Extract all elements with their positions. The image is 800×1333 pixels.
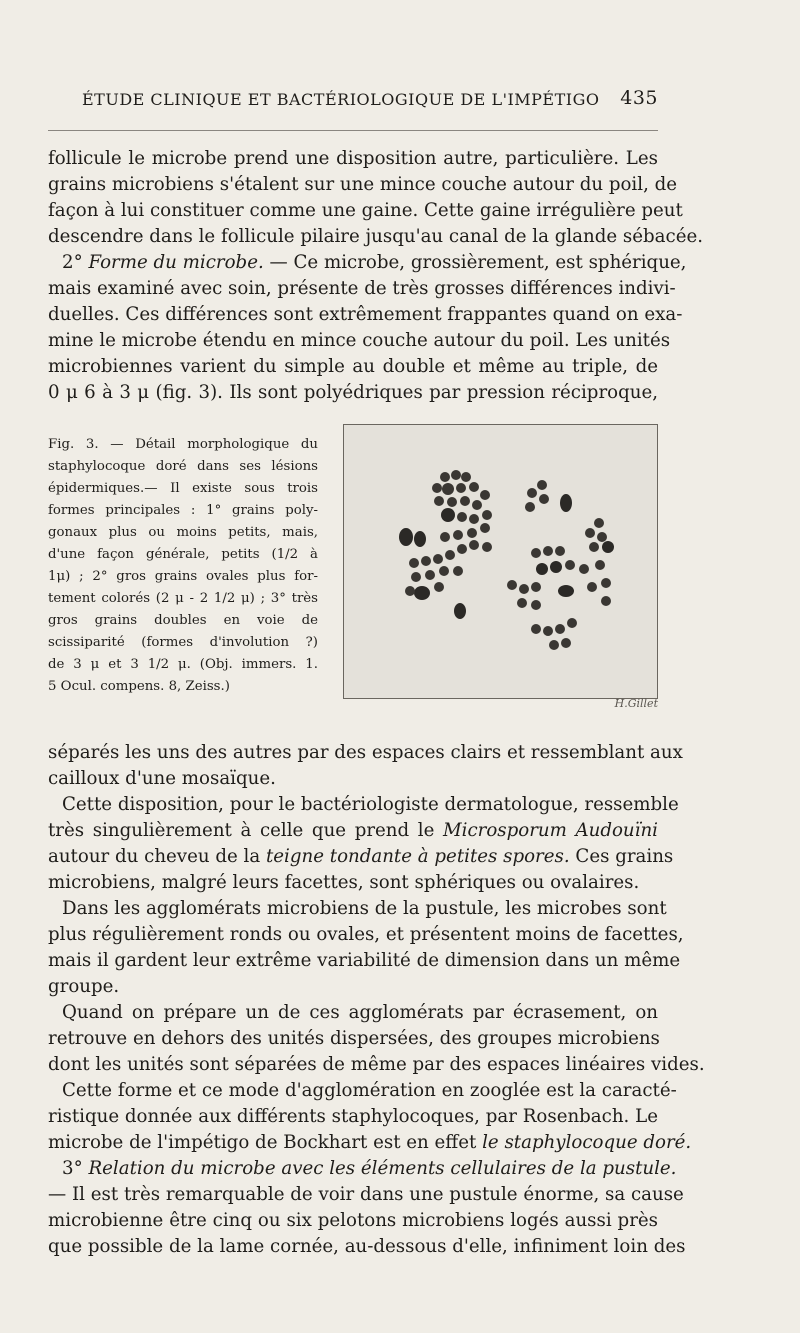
- section-heading-line: [48, 1156, 677, 1181]
- cell: [460, 496, 470, 506]
- cell: [602, 541, 614, 553]
- cell: [469, 540, 479, 550]
- text-line: duelles. Ces différences sont extrêmement frappantes quand on exa-: [48, 304, 683, 325]
- text-line: façon à lui constituer comme une gaine. Cette gaine irrégulière peut: [48, 200, 683, 221]
- text-span: microbe de l'impétigo de Bockhart est en effet: [48, 1132, 483, 1153]
- section-number: 3°: [62, 1158, 83, 1179]
- text-line: retrouve en dehors des unités dispersées, des groupes microbiens: [48, 1028, 660, 1049]
- cell: [482, 542, 492, 552]
- cell: [531, 582, 541, 592]
- cell: [537, 480, 547, 490]
- text-line: [48, 844, 674, 869]
- cell: [414, 586, 430, 600]
- text-line: — Il est très remarquable de voir dans une pustule énorme, sa cause: [48, 1184, 684, 1205]
- cell: [461, 472, 471, 482]
- figure-label: Fig. 3.: [48, 437, 99, 452]
- text-line: mais examiné avec soin, présente de très grosses différences indivi-: [48, 278, 676, 299]
- cell: [482, 510, 492, 520]
- text-span: très singulièrement à celle que prend le: [48, 820, 443, 841]
- text-line: mine le microbe étendu en mince couche autour du poil. Les unités: [48, 330, 671, 351]
- cell: [558, 585, 574, 597]
- text-line: mais il gardent leur extrême variabilité de dimension dans un même: [48, 950, 681, 971]
- text-span: Ces grains: [569, 846, 674, 867]
- cell: [543, 546, 553, 556]
- cell: [567, 618, 577, 628]
- cell: [434, 496, 444, 506]
- micrograph-illustration: [344, 425, 657, 698]
- text-line: plus régulièrement ronds ou ovales, et présentent moins de facettes,: [48, 924, 684, 945]
- cell: [454, 603, 466, 619]
- cell: [531, 548, 541, 558]
- cell: [555, 546, 565, 556]
- cell: [601, 596, 611, 606]
- figure-caption-line: scissiparité (formes d'involution ?): [48, 635, 318, 650]
- cell: [469, 514, 479, 524]
- text-line: Quand on prépare un de ces agglomérats par écrasement, on: [62, 1002, 658, 1023]
- cell: [527, 488, 537, 498]
- cell: [507, 580, 517, 590]
- cell: [453, 566, 463, 576]
- cell: [601, 578, 611, 588]
- cell: [519, 584, 529, 594]
- micrograph-background: [344, 425, 657, 698]
- cell: [457, 512, 467, 522]
- cell: [453, 530, 463, 540]
- text-line: groupe.: [48, 976, 120, 997]
- cell: [447, 497, 457, 507]
- page-number: 435: [620, 87, 658, 109]
- text-line: [48, 818, 658, 843]
- text-line: grains microbiens s'étalent sur une mince couche autour du poil, de: [48, 174, 678, 195]
- cell: [409, 558, 419, 568]
- cell: [539, 494, 549, 504]
- cell: [440, 532, 450, 542]
- figure-caption-line: d'une façon générale, petits (1/2 à: [48, 547, 318, 562]
- cell: [543, 626, 553, 636]
- cell: [589, 542, 599, 552]
- text-line: ristique donnée aux différents staphylocoques, par Rosenbach. Le: [48, 1106, 658, 1127]
- cell: [579, 564, 589, 574]
- section-title: Forme du microbe.: [88, 252, 264, 273]
- cell: [434, 582, 444, 592]
- cell: [561, 638, 571, 648]
- disease-name: teigne tondante à petites spores.: [265, 846, 570, 867]
- cell: [517, 598, 527, 608]
- cell: [550, 561, 562, 573]
- cell: [595, 560, 605, 570]
- cell: [536, 563, 548, 575]
- running-title: ÉTUDE CLINIQUE ET BACTÉRIOLOGIQUE DE L'IMPÉTIGO: [82, 90, 600, 109]
- cell: [439, 566, 449, 576]
- cell: [425, 570, 435, 580]
- cell: [525, 502, 535, 512]
- cell: [565, 560, 575, 570]
- text-line: microbienne être cinq ou six pelotons microbiens logés aussi près: [48, 1210, 658, 1231]
- cell: [414, 531, 426, 547]
- text-line: que possible de la lame cornée, au-dessous d'elle, infiniment loin des: [48, 1236, 686, 1257]
- figure-caption-line: de 3 μ et 3 1/2 μ. (Obj. immers. 1.: [48, 657, 318, 672]
- figure-caption-line: staphylocoque doré dans ses lésions: [48, 459, 318, 474]
- cell: [432, 483, 442, 493]
- section-title: Relation du microbe avec les éléments cellulaires de la pustule.: [88, 1158, 677, 1179]
- text-line: descendre dans le follicule pilaire jusqu'au canal de la glande sébacée.: [48, 226, 703, 247]
- header-rule: [48, 130, 658, 131]
- cell: [456, 483, 466, 493]
- figure-caption-line: [48, 434, 318, 456]
- cell: [451, 470, 461, 480]
- running-header: [82, 87, 658, 120]
- text-line: follicule le microbe prend une disposition autre, particulière. Les: [48, 148, 658, 169]
- engraver-signature: H.Gillet: [614, 697, 658, 710]
- text-span: — Ce microbe, grossièrement, est sphérique,: [263, 252, 687, 273]
- text-span: autour du cheveu de la: [48, 846, 266, 867]
- cell: [594, 518, 604, 528]
- cell: [421, 556, 431, 566]
- figure-caption-line: gros grains doubles en voie de: [48, 613, 318, 628]
- text-line: dont les unités sont séparées de même par des espaces linéaires vides.: [48, 1054, 705, 1075]
- cell: [442, 483, 454, 495]
- cell: [549, 640, 559, 650]
- cell: [467, 528, 477, 538]
- cell: [399, 528, 413, 546]
- cell: [441, 508, 455, 522]
- cell: [531, 624, 541, 634]
- cell: [472, 500, 482, 510]
- cell: [585, 528, 595, 538]
- figure-caption-line: épidermiques.— Il existe sous trois: [48, 481, 318, 496]
- cell: [480, 523, 490, 533]
- text-line: microbiens, malgré leurs facettes, sont sphériques ou ovalaires.: [48, 872, 640, 893]
- cell: [457, 544, 467, 554]
- figure-caption-line: 1μ) ; 2° gros grains ovales plus for-: [48, 569, 318, 584]
- text-line: [48, 1130, 692, 1155]
- text-line: microbiennes varient du simple au double et même au triple, de: [48, 356, 658, 377]
- figure-caption-line: 5 Ocul. compens. 8, Zeiss.): [48, 679, 230, 694]
- text-line: Cette disposition, pour le bactériologiste dermatologue, ressemble: [62, 794, 679, 815]
- section-number: 2°: [62, 252, 83, 273]
- section-heading-line: [48, 250, 687, 275]
- text-line: Dans les agglomérats microbiens de la pustule, les microbes sont: [62, 898, 667, 919]
- organism-name: le staphylocoque doré.: [482, 1132, 692, 1153]
- text-line: séparés les uns des autres par des espaces clairs et ressemblant aux: [48, 742, 683, 763]
- cell: [480, 490, 490, 500]
- cell: [405, 586, 415, 596]
- cell: [560, 494, 572, 512]
- micrograph-figure: [343, 424, 658, 699]
- cell: [411, 572, 421, 582]
- text-line: Cette forme et ce mode d'agglomération en zooglée est la caracté-: [62, 1080, 677, 1101]
- cell: [433, 554, 443, 564]
- cell: [445, 550, 455, 560]
- cell: [469, 482, 479, 492]
- cell: [587, 582, 597, 592]
- cell: [597, 532, 607, 542]
- text-line: cailloux d'une mosaïque.: [48, 768, 276, 789]
- figure-caption-line: tement colorés (2 μ - 2 1/2 μ) ; 3° très: [48, 591, 318, 606]
- cell: [440, 472, 450, 482]
- cell: [555, 624, 565, 634]
- text-line: 0 μ 6 à 3 μ (fig. 3). Ils sont polyédriques par pression réciproque,: [48, 382, 658, 403]
- species-name: Microsporum Audouïni: [443, 820, 658, 841]
- text-span: — Détail morphologique du: [98, 437, 318, 452]
- cell: [531, 600, 541, 610]
- figure-caption-line: gonaux plus ou moins petits, mais,: [48, 525, 318, 540]
- figure-caption-line: formes principales : 1° grains poly-: [48, 503, 318, 518]
